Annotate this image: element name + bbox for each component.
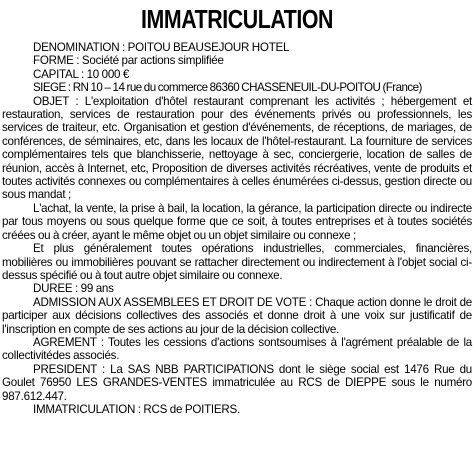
objet-paragraph-2: L'achat, la vente, la prise à bail, la location, la gérance, la participation directe ou indirecte par tous moyens ou sous quelque forme que ce soit, à toutes entreprises et à toutes sociétés créées ou à créer, ayant le même objet ou un objet similaire ou connexe ;	[2, 201, 472, 242]
duree-line: DUREE : 99 ans	[33, 282, 114, 296]
notice-title: IMMATRICULATION	[140, 4, 334, 34]
admission-paragraph: ADMISSION AUX ASSEMBLEES ET DROIT DE VOTE : Chaque action donne le droit de participer aux décisions collectives des associés et donne droit à une voix sur justificatif de l'inscription en compte de ses actions au jour de la décision collective.	[2, 295, 472, 336]
immatriculation-line: IMMATRICULATION : RCS de POITIERS.	[33, 402, 240, 416]
agrement-paragraph: AGREMENT : Toutes les cessions d'actions sontsoumises à l'agrément préalable de la collectivitédes associés.	[2, 335, 472, 363]
siege-line: SIEGE : RN 10 – 14 rue du commerce 86360 CHASSENEUIL-DU-POITOU (France)	[33, 81, 422, 95]
notice-body	[2, 41, 472, 416]
president-paragraph: PRESIDENT : La SAS NBB PARTICIPATIONS dont le siège social est 1476 Rue du Goulet 76950 LES GRANDES-VENTES immatriculée au RCS de DIEPPE sous le numéro 987.612.447.	[2, 362, 472, 403]
objet-paragraph: OBJET : L'exploitation d'hôtel restaurant comprenant les activités ; hébergement et restauration, services de restauration pour des événements privés ou professionnels, les services de traiteur, etc. Organisation et gestion d'événements, de réceptions, de mariages, de conférences, de séminaires, etc, dans les locaux de l'hôtel-restaurant. La fourniture de services complémentaires tels que blanchisserie, nettoyage à sec, conciergerie, location de salles de réunion, accès à Internet, etc, Proposition de diverses activités récréatives, vente de produits et toutes activités connexes ou complémentaires à celles énumérées ci-dessus, gestion directe ou sous mandat ;	[2, 94, 472, 202]
objet-paragraph-3: Et plus généralement toutes opérations industrielles, commerciales, financières, mobilières ou immobilières pouvant se rattacher directement ou indirectement à l'objet social ci-dessus spécifié ou à tout autre objet similaire ou connexe.	[2, 242, 472, 282]
forme-line: FORME : Société par actions simplifiée	[33, 54, 224, 68]
denomination-line: DENOMINATION : POITOU BEAUSEJOUR HOTEL	[33, 41, 290, 54]
capital-line: CAPITAL : 10 000 €	[33, 67, 130, 81]
